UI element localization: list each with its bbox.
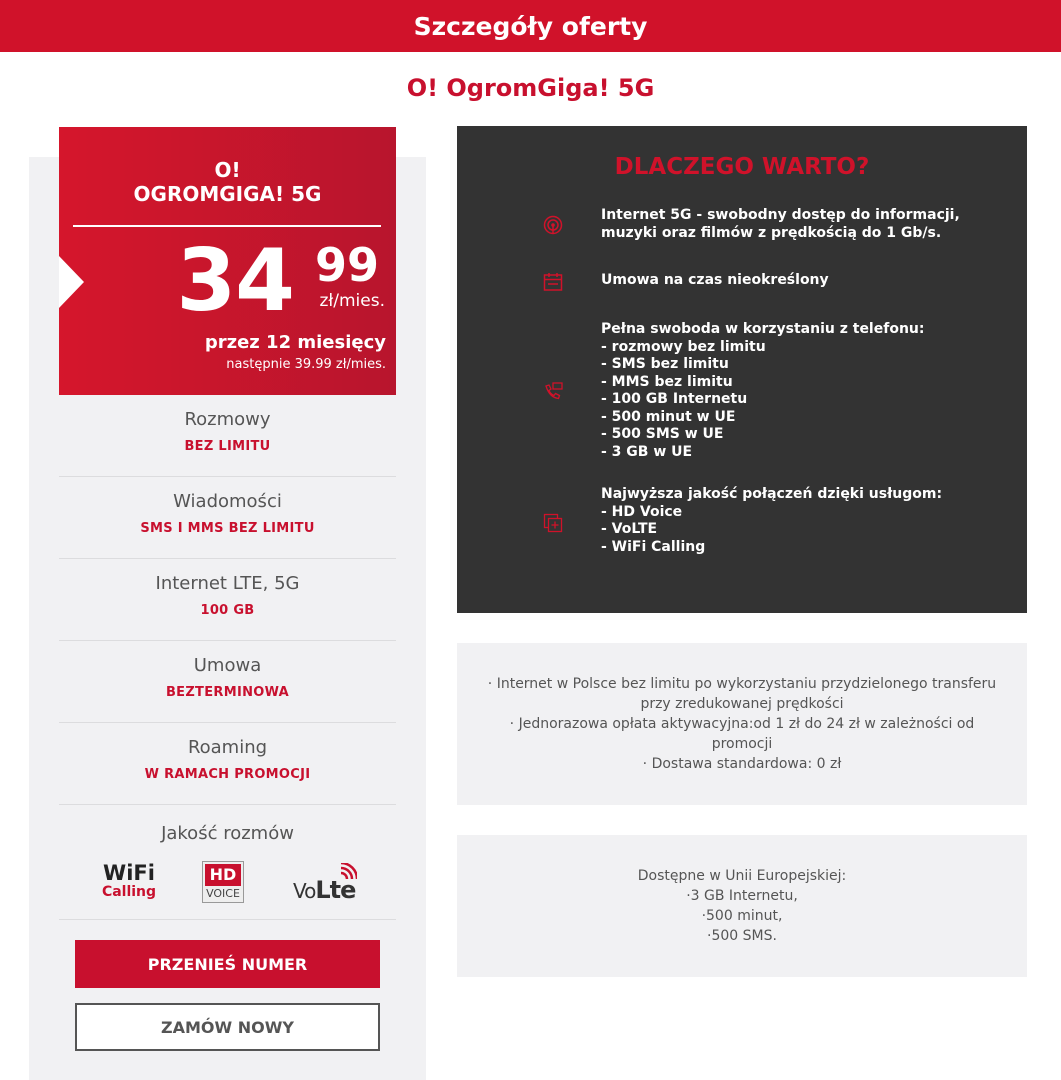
why-item-contract: [601, 272, 1021, 290]
note-line: · Dostawa standardowa: 0 zł: [642, 756, 842, 772]
note-line: · Jednorazowa opłata aktywacyjna:od 1 zł do 24 zł w zależności od: [509, 716, 975, 732]
feature-label: Umowa: [193, 655, 262, 676]
note-line: przy zredukowanej prędkości: [640, 696, 844, 712]
calendar-icon: [543, 272, 563, 292]
feature-calls: [59, 395, 396, 477]
feature-value: 100 GB: [200, 603, 255, 618]
volte-logo: [293, 863, 357, 903]
feature-label: Roaming: [187, 737, 268, 758]
why-item-5g: [601, 207, 1021, 242]
why-worth-panel: [457, 126, 1027, 613]
feature-label: Internet LTE, 5G: [155, 573, 300, 594]
port-number-button[interactable]: PRZENIEŚ NUMER: [75, 940, 380, 988]
price-period: przez 12 miesięcy: [204, 332, 386, 353]
plan-name: [59, 158, 396, 206]
why-line: Pełna swoboda w korzystaniu z telefonu:: [601, 321, 925, 337]
call-quality-label: Jakość rozmów: [161, 823, 294, 844]
why-line: - SMS bez limitu: [601, 356, 729, 372]
why-item-quality: [601, 486, 1021, 556]
voice-logo-text: VOICE: [206, 887, 240, 900]
feature-internet: [59, 559, 396, 641]
why-line: - WiFi Calling: [601, 538, 706, 555]
price-after: następnie 39.99 zł/mies.: [226, 357, 386, 372]
wifi-logo-text: WiFi: [103, 861, 155, 885]
why-line: - 500 SMS w UE: [601, 426, 724, 442]
why-line: Internet 5G - swobodny dostęp do informacji,: [601, 207, 960, 223]
why-item-freedom: [601, 321, 1021, 461]
note-line: ·500 minut,: [701, 908, 783, 924]
quality-plus-icon: [543, 513, 563, 533]
feature-contract: [59, 641, 396, 723]
why-line: - HD Voice: [601, 503, 683, 520]
why-line: - rozmowy bez limitu: [601, 338, 766, 355]
why-line: - 3 GB w UE: [601, 443, 693, 460]
why-line: Umowa na czas nieokreślony: [601, 272, 829, 288]
why-line: - 100 GB Internetu: [601, 391, 748, 407]
note-line: Dostępne w Unii Europejskiej:: [637, 868, 847, 884]
eu-roaming-notes: [457, 835, 1027, 977]
plan-name-line2: OGROMGIGA! 5G: [133, 182, 322, 206]
hd-logo-text: HD: [205, 864, 241, 886]
feature-roaming: [59, 723, 396, 805]
price-box: [59, 127, 396, 395]
price-unit: zł/mies.: [319, 291, 385, 311]
calling-logo-text: Calling: [101, 884, 157, 900]
price-main: 34: [176, 231, 294, 331]
why-line: - 500 minut w UE: [601, 408, 736, 425]
volte-logo-text: VoLte: [293, 876, 356, 904]
feature-label: Rozmowy: [184, 409, 271, 430]
why-line: - MMS bez limitu: [601, 373, 733, 390]
note-line: promocji: [711, 736, 773, 752]
note-line: ·500 SMS.: [707, 928, 777, 944]
order-new-button[interactable]: ZAMÓW NOWY: [75, 1003, 380, 1051]
5g-signal-icon: [543, 215, 563, 235]
offer-title: O! OgromGiga! 5G: [406, 74, 655, 102]
header-bar: [0, 0, 1061, 52]
hd-voice-logo: [202, 861, 244, 903]
price-divider: [73, 225, 381, 227]
why-line: - VoLTE: [601, 521, 658, 537]
feature-value: BEZ LIMITU: [184, 439, 271, 454]
feature-label: Wiadomości: [173, 491, 282, 512]
feature-value: W RAMACH PROMOCJI: [144, 767, 311, 782]
why-title: DLACZEGO WARTO?: [614, 154, 870, 180]
note-line: · Internet w Polsce bez limitu po wykorzystaniu przydzielonego transferu: [487, 676, 997, 692]
note-line: ·3 GB Internetu,: [686, 888, 798, 904]
feature-value: BEZTERMINOWA: [165, 685, 290, 700]
price-cents: 99: [315, 238, 380, 292]
price-box-notch: [59, 256, 84, 308]
header-title: Szczegóły oferty: [413, 11, 648, 41]
offer-notes: [457, 643, 1027, 805]
plan-name-line1: O!: [214, 158, 241, 182]
call-quality-section: [59, 805, 396, 920]
why-line: muzyki oraz filmów z prędkością do 1 Gb/s.: [601, 224, 942, 241]
phone-message-icon: [543, 382, 563, 402]
wifi-calling-logo: [99, 862, 159, 900]
why-line: Najwyższa jakość połączeń dzięki usługom:: [601, 486, 943, 502]
feature-messages: [59, 477, 396, 559]
feature-value: SMS I MMS BEZ LIMITU: [140, 521, 315, 536]
